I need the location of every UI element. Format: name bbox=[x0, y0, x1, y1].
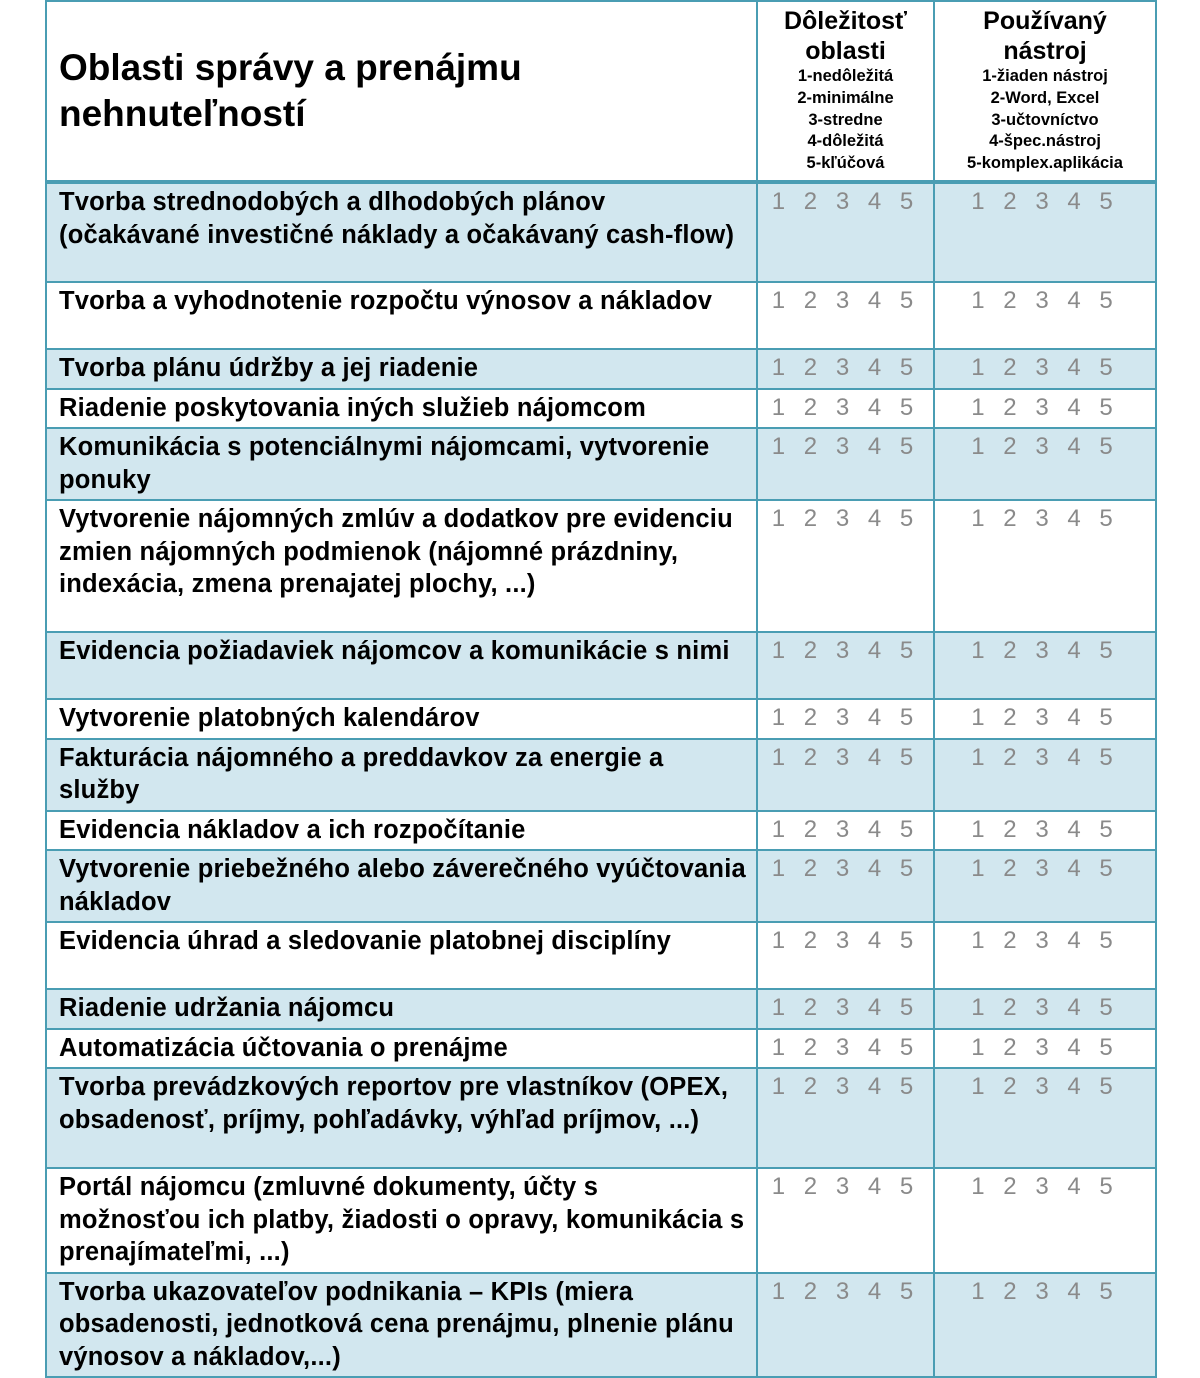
tool-title-2: nástroj bbox=[1003, 37, 1087, 65]
importance-rating[interactable]: 1 2 3 4 5 bbox=[757, 811, 934, 851]
row-label: Riadenie poskytovania iných služieb nájomcom bbox=[46, 389, 757, 429]
importance-rating[interactable]: 1 2 3 4 5 bbox=[757, 1168, 934, 1273]
importance-rating[interactable]: 1 2 3 4 5 bbox=[757, 1029, 934, 1069]
row-label: Tvorba prevádzkových reportov pre vlastníkov (OPEX, obsadenosť, príjmy, pohľadávky, výhľad príjmov, ...) bbox=[46, 1068, 757, 1168]
tool-rating[interactable]: 1 2 3 4 5 bbox=[934, 1029, 1156, 1069]
importance-scale-3: 3-stredne bbox=[808, 110, 883, 129]
importance-rating[interactable]: 1 2 3 4 5 bbox=[757, 389, 934, 429]
importance-rating[interactable]: 1 2 3 4 5 bbox=[757, 349, 934, 389]
row-label: Riadenie udržania nájomcu bbox=[46, 989, 757, 1029]
table-row bbox=[46, 989, 1156, 1029]
header-title-cell bbox=[46, 1, 757, 182]
tool-title-1: Používaný bbox=[983, 7, 1107, 35]
row-label: Komunikácia s potenciálnymi nájomcami, vytvorenie ponuky bbox=[46, 428, 757, 500]
table-row bbox=[46, 850, 1156, 922]
importance-header bbox=[757, 1, 934, 182]
tool-rating[interactable]: 1 2 3 4 5 bbox=[934, 811, 1156, 851]
importance-rating[interactable]: 1 2 3 4 5 bbox=[757, 739, 934, 811]
importance-scale-5: 5-kľúčová bbox=[806, 154, 885, 173]
table-row bbox=[46, 1273, 1156, 1378]
tool-rating[interactable]: 1 2 3 4 5 bbox=[934, 1068, 1156, 1168]
row-label: Automatizácia účtovania o prenájme bbox=[46, 1029, 757, 1069]
importance-title-2: oblasti bbox=[805, 37, 886, 65]
row-label: Tvorba strednodobých a dlhodobých plánov (očakávané investičné náklady a očakávaný cash-flow) bbox=[46, 182, 757, 282]
table-row bbox=[46, 632, 1156, 699]
page-title: Oblasti správy a prenájmu nehnuteľností bbox=[59, 46, 522, 134]
importance-scale-1: 1-nedôležitá bbox=[797, 67, 894, 85]
importance-rating[interactable]: 1 2 3 4 5 bbox=[757, 428, 934, 500]
tool-scale-3: 3-učtovníctvo bbox=[991, 110, 1099, 129]
tool-rating[interactable]: 1 2 3 4 5 bbox=[934, 1168, 1156, 1273]
table-row bbox=[46, 739, 1156, 811]
tool-rating[interactable]: 1 2 3 4 5 bbox=[934, 182, 1156, 282]
table-row bbox=[46, 699, 1156, 739]
importance-rating[interactable]: 1 2 3 4 5 bbox=[757, 922, 934, 989]
importance-scale-4: 4-dôležitá bbox=[807, 132, 884, 151]
survey-table bbox=[45, 0, 1157, 1378]
table-row bbox=[46, 428, 1156, 500]
tool-header bbox=[934, 1, 1156, 182]
table-row bbox=[46, 182, 1156, 282]
row-label: Vytvorenie platobných kalendárov bbox=[46, 699, 757, 739]
tool-scale-2: 2-Word, Excel bbox=[990, 88, 1100, 107]
row-label: Evidencia nákladov a ich rozpočítanie bbox=[46, 811, 757, 851]
tool-scale-1: 1-žiaden nástroj bbox=[982, 67, 1108, 85]
tool-rating[interactable]: 1 2 3 4 5 bbox=[934, 389, 1156, 429]
tool-rating[interactable]: 1 2 3 4 5 bbox=[934, 922, 1156, 989]
table-row bbox=[46, 922, 1156, 989]
importance-rating[interactable]: 1 2 3 4 5 bbox=[757, 632, 934, 699]
tool-rating[interactable]: 1 2 3 4 5 bbox=[934, 699, 1156, 739]
importance-rating[interactable]: 1 2 3 4 5 bbox=[757, 182, 934, 282]
row-label: Fakturácia nájomného a preddavkov za energie a služby bbox=[46, 739, 757, 811]
header-row bbox=[46, 1, 1156, 182]
row-label: Vytvorenie nájomných zmlúv a dodatkov pre evidenciu zmien nájomných podmienok (nájomné prázdniny, indexácia, zmena prenajatej plochy, ...) bbox=[46, 500, 757, 632]
importance-rating[interactable]: 1 2 3 4 5 bbox=[757, 1068, 934, 1168]
row-label: Tvorba ukazovateľov podnikania – KPIs (miera obsadenosti, jednotková cena prenájmu, plnenie plánu výnosov a nákladov,...) bbox=[46, 1273, 757, 1378]
tool-rating[interactable]: 1 2 3 4 5 bbox=[934, 1273, 1156, 1378]
table-row bbox=[46, 282, 1156, 349]
table-row bbox=[46, 1068, 1156, 1168]
tool-rating[interactable]: 1 2 3 4 5 bbox=[934, 500, 1156, 632]
table-row bbox=[46, 1168, 1156, 1273]
tool-rating[interactable]: 1 2 3 4 5 bbox=[934, 739, 1156, 811]
importance-rating[interactable]: 1 2 3 4 5 bbox=[757, 989, 934, 1029]
tool-rating[interactable]: 1 2 3 4 5 bbox=[934, 428, 1156, 500]
importance-rating[interactable]: 1 2 3 4 5 bbox=[757, 850, 934, 922]
importance-rating[interactable]: 1 2 3 4 5 bbox=[757, 500, 934, 632]
row-label: Tvorba plánu údržby a jej riadenie bbox=[46, 349, 757, 389]
table-row bbox=[46, 500, 1156, 632]
tool-scale-5: 5-komplex.aplikácia bbox=[967, 154, 1123, 173]
row-label: Evidencia úhrad a sledovanie platobnej disciplíny bbox=[46, 922, 757, 989]
importance-title-1: Dôležitosť bbox=[783, 7, 908, 35]
tool-rating[interactable]: 1 2 3 4 5 bbox=[934, 989, 1156, 1029]
importance-rating[interactable]: 1 2 3 4 5 bbox=[757, 699, 934, 739]
row-label: Evidencia požiadaviek nájomcov a komunikácie s nimi bbox=[46, 632, 757, 699]
tool-rating[interactable]: 1 2 3 4 5 bbox=[934, 850, 1156, 922]
row-label: Portál nájomcu (zmluvné dokumenty, účty s možnosťou ich platby, žiadosti o opravy, komunikácia s prenajímateľmi, ...) bbox=[46, 1168, 757, 1273]
table-row bbox=[46, 811, 1156, 851]
row-label: Tvorba a vyhodnotenie rozpočtu výnosov a nákladov bbox=[46, 282, 757, 349]
tool-rating[interactable]: 1 2 3 4 5 bbox=[934, 349, 1156, 389]
importance-rating[interactable]: 1 2 3 4 5 bbox=[757, 282, 934, 349]
tool-rating[interactable]: 1 2 3 4 5 bbox=[934, 282, 1156, 349]
row-label: Vytvorenie priebežného alebo záverečného vyúčtovania nákladov bbox=[46, 850, 757, 922]
importance-rating[interactable]: 1 2 3 4 5 bbox=[757, 1273, 934, 1378]
table-row bbox=[46, 1029, 1156, 1069]
importance-scale-2: 2-minimálne bbox=[797, 88, 894, 107]
table-row bbox=[46, 389, 1156, 429]
tool-scale-4: 4-špec.nástroj bbox=[989, 132, 1101, 151]
table-row bbox=[46, 349, 1156, 389]
tool-rating[interactable]: 1 2 3 4 5 bbox=[934, 632, 1156, 699]
